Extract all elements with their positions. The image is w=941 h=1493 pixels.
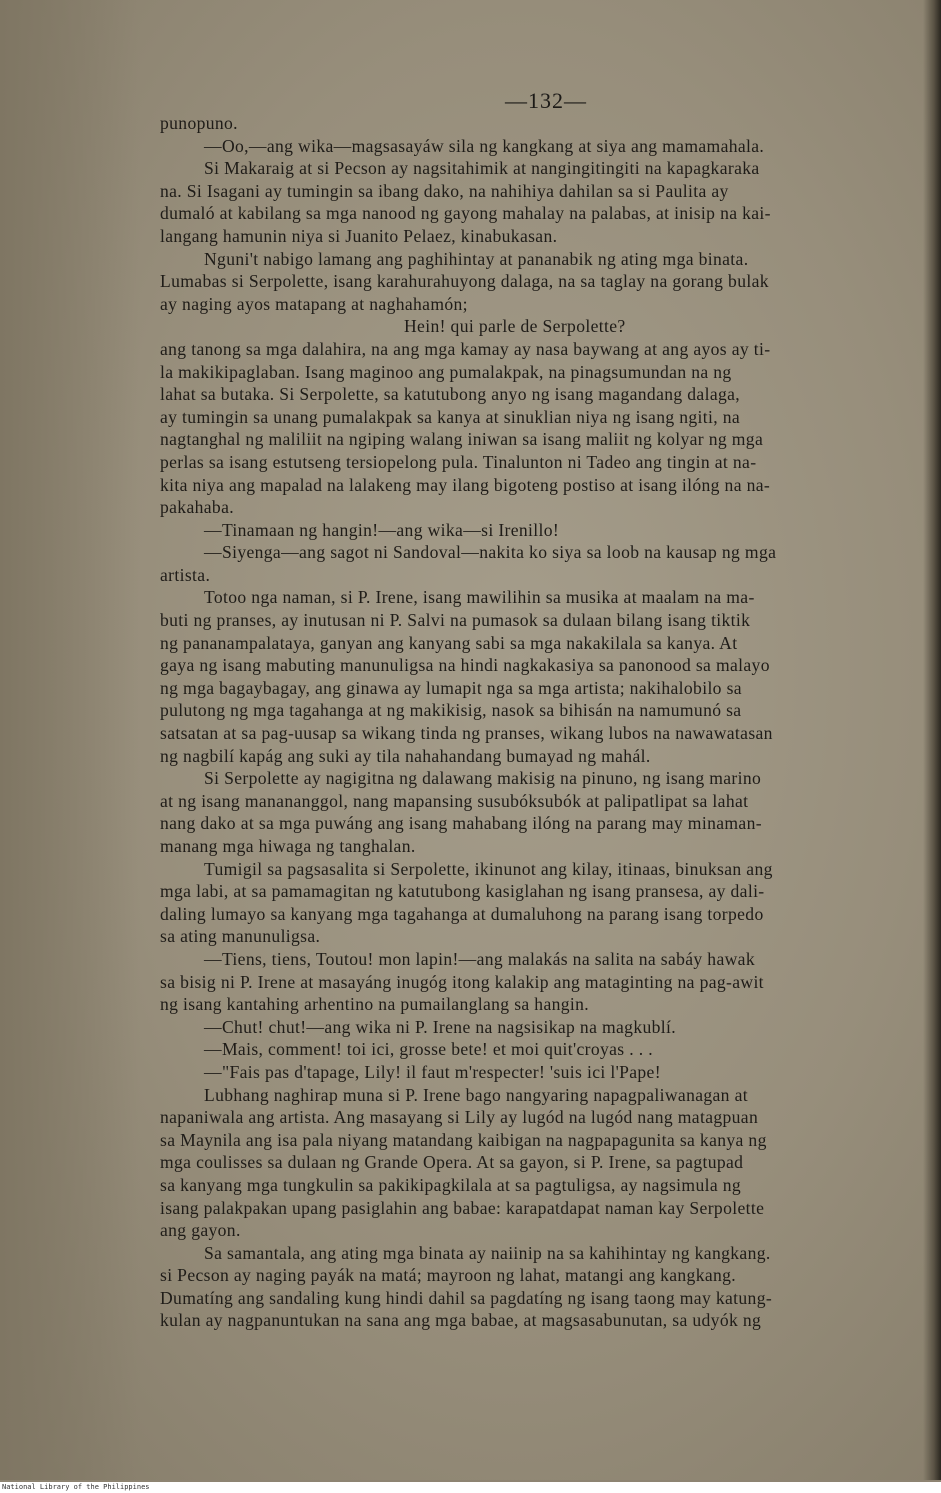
text-line: pulutong ng mga tagahanga at ng makikisig, nasok sa bihisán na namumunó sa bbox=[160, 700, 742, 721]
text-line: napaniwala ang artista. Ang masayang si Lily ay lugód na lugód nang matagpuan bbox=[160, 1107, 759, 1128]
text-line: sa Maynila ang isa pala niyang matandang kaibigan na nagpapagunita sa kanya ng bbox=[160, 1129, 767, 1150]
text-line: perlas sa isang estutseng tersiopelong pula. Tinalunton ni Tadeo ang tingin at na- bbox=[160, 451, 757, 472]
text-line: —Mais, comment! toi ici, grosse bete! et moi quit'croyas . . . bbox=[204, 1039, 653, 1060]
text-line: punopuno. bbox=[160, 113, 238, 133]
text-line: pakahaba. bbox=[160, 497, 234, 518]
text-line: —Oo,—ang wika—magsasayáw sila ng kangkang at siya ang mamamahala. bbox=[204, 135, 765, 156]
text-line: Totoo nga naman, si P. Irene, isang mawilihin sa musika at maalam na ma- bbox=[204, 587, 755, 608]
page-number: —132— bbox=[505, 88, 587, 113]
text-line: —Siyenga—ang sagot ni Sandoval—nakita ko siya sa loob na kausap ng mga bbox=[204, 542, 777, 563]
text-line: isang palakpakan upang pasiglahin ang babae: karapatdapat naman kay Serpolette bbox=[160, 1197, 765, 1218]
text-line: artista. bbox=[160, 564, 211, 585]
text-line: ay tumingin sa unang pumalakpak sa kanya at sinuklian niya ng isang ngiti, na bbox=[160, 406, 741, 427]
text-line: nagtanghal ng maliliit na ngiping walang iniwan sa isang maliit ng kolyar ng mga bbox=[160, 429, 764, 450]
text-line: mga labi, at sa pamamagitan ng katutubong kasiglahan ng isang pransesa, ay dali- bbox=[160, 881, 765, 902]
text-line: mga coulisses sa dulaan ng Grande Opera. At sa gayon, si P. Irene, sa pagtupad bbox=[160, 1152, 744, 1173]
text-line: ay naging ayos matapang at naghahamón; bbox=[160, 293, 468, 314]
text-line: ng pananampalataya, ganyan ang kanyang sabi sa mga nakakilala sa kanya. At bbox=[160, 632, 738, 653]
text-line: buti ng pranses, ay inutusan ni P. Salvi na pumasok sa dulaan bilang isang tiktik bbox=[160, 610, 751, 631]
text-line: na. Si Isagani ay tumingin sa ibang dako, na nahihiya dahilan sa si Paulita ay bbox=[160, 180, 729, 201]
text-line: langang hamunin niya si Juanito Pelaez, kinabukasan. bbox=[160, 225, 558, 246]
text-line: ang tanong sa mga dalahira, na ang mga kamay ay nasa baywang at ang ayos ay ti- bbox=[160, 338, 771, 359]
text-line: ng nagbilí kapág ang suki ay tila nahahandang bumayad ng mahál. bbox=[160, 745, 651, 766]
text-line: nang dako at sa mga puwáng ang isang mahabang ilóng na parang may minaman- bbox=[160, 813, 762, 834]
text-line: sa bisig ni P. Irene at masayáng inugóg itong kalakip ang mataginting na pag-awit bbox=[160, 971, 764, 992]
text-line: at ng isang manananggol, nang mapansing susubóksubók at palipatlipat sa lahat bbox=[160, 790, 749, 811]
text-line: Dumatíng ang sandaling kung hindi dahil sa pagdatíng ng isang taong may katung- bbox=[160, 1287, 773, 1308]
text-line: lahat sa butaka. Si Serpolette, sa katutubong anyo ng isang magandang dalaga, bbox=[160, 384, 741, 405]
text-line: Lubhang naghirap muna si P. Irene bago nangyaring napagpaliwanagan at bbox=[204, 1084, 748, 1105]
text-line: si Pecson ay naging payák na matá; mayroon ng lahat, matangi ang kangkang. bbox=[160, 1265, 737, 1286]
text-line: dumaló at kabilang sa mga nanood ng gayong mahalay na palabas, at inisip na kai- bbox=[160, 203, 771, 224]
text-line: —Chut! chut!—ang wika ni P. Irene na nagsisikap na magkublí. bbox=[204, 1016, 676, 1037]
text-line: ng isang kantahing arhentino na pumailanglang sa hangin. bbox=[160, 994, 590, 1015]
text-line: —"Fais pas d'tapage, Lily! il faut m'respecter! 'suis ici l'Pape! bbox=[204, 1061, 661, 1082]
text-line: ang gayon. bbox=[160, 1220, 241, 1241]
text-line: ng mga bagaybagay, ang ginawa ay lumapit nga sa mga artista; nakihalobilo sa bbox=[160, 677, 742, 698]
text-line: manang mga hiwaga ng tanghalan. bbox=[160, 836, 416, 856]
text-line: kulan ay nagpanuntukan na sana ang mga babae, at magsasabunutan, sa udyók ng bbox=[160, 1310, 762, 1331]
body-text bbox=[160, 112, 928, 1332]
text-line: kita niya ang mapalad na lalakeng may ilang bigoteng postiso at isang ilóng na na- bbox=[160, 474, 771, 495]
footer-bar bbox=[0, 1482, 941, 1493]
text-line: daling lumayo sa kanyang mga tagahanga at dumaluhong na parang isang torpedo bbox=[160, 903, 764, 924]
text-line: sa kanyang mga tungkulin sa pakikipagkilala at sa pagtuligsa, ay nagsimula ng bbox=[160, 1174, 742, 1195]
text-line: —Tinamaan ng hangin!—ang wika—si Irenillo! bbox=[204, 519, 560, 540]
text-line: Sa samantala, ang ating mga binata ay naiinip na sa kahihintay ng kangkang. bbox=[204, 1242, 771, 1263]
text-line: —Tiens, tiens, Toutou! mon lapin!—ang malakás na salita na sabáy hawak bbox=[204, 948, 755, 969]
text-line: Lumabas si Serpolette, isang karahurahuyong dalaga, na sa taglay na gorang bulak bbox=[160, 271, 769, 292]
verse-line: Hein! qui parle de Serpolette? bbox=[404, 316, 626, 337]
text-line: Nguni't nabigo lamang ang paghihintay at pananabik ng ating mga binata. bbox=[204, 248, 749, 269]
text-line: satsatan at sa pag-uusap sa wikang tinda ng pranses, wikang lubos na nawawatasan bbox=[160, 723, 773, 744]
text-line: gaya ng isang mabuting manunuligsa na hindi nagkakasiya sa panonood sa malayo bbox=[160, 655, 770, 676]
footer-credit: National Library of the Philippines bbox=[2, 1483, 150, 1491]
text-line: Si Serpolette ay nagigitna ng dalawang makisig na pinuno, ng isang marino bbox=[204, 768, 762, 789]
text-line: Si Makaraig at si Pecson ay nagsitahimik at nangingitingiti na kapagkaraka bbox=[204, 158, 760, 179]
page-edge-right bbox=[923, 0, 941, 1480]
text-line: sa ating manunuligsa. bbox=[160, 926, 321, 947]
text-line: la makikipaglaban. Isang maginoo ang pumalakpak, na pinagsumundan na ng bbox=[160, 361, 732, 382]
text-line: Tumigil sa pagsasalita si Serpolette, ikinunot ang kilay, itinaas, binuksan ang bbox=[204, 858, 773, 879]
page-shadow-left bbox=[0, 0, 140, 1480]
